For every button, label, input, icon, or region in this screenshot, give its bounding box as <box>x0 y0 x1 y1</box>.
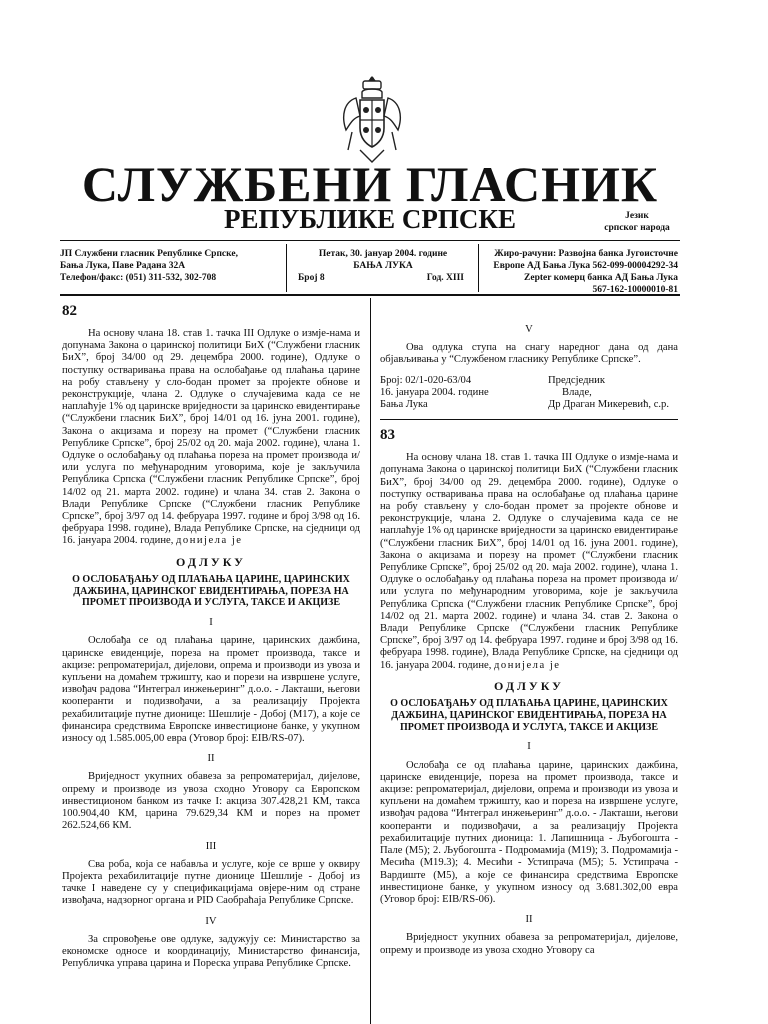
language-line: Језик <box>625 211 649 221</box>
account-line: 567-162-10000010-81 <box>592 285 678 295</box>
account-line: Zepter комерц банка АД Бања Лука <box>524 273 678 283</box>
section-number: III <box>205 840 217 852</box>
odluka-title: О ОСЛОБАЂАЊУ ОД ПЛАЋАЊА ЦАРИНЕ, ЦАРИНСКИХ ДАЖБИНА, ЦАРИНСКОГ ЕВИДЕНТИРАЊА, ПОРЕЗА НА ПРОМЕТ ПРОИЗВОДА И УСЛУГА, ТАКСЕ И АКЦИЗЕ <box>72 573 350 609</box>
section-text: Вриједност укупних обавеза за репроматеријал, дијелове, опрему и производе из увоза сходно Уговору са <box>380 932 678 956</box>
publisher-info <box>60 248 238 284</box>
signer-body: Владе, <box>562 386 592 398</box>
odluka-heading: ОДЛУКУ <box>175 554 246 569</box>
signature-row <box>380 387 678 399</box>
signature-row <box>380 399 678 411</box>
gazette-title: СЛУЖБЕНИ ГЛАСНИК <box>81 156 659 212</box>
preamble-text: На основу члана 18. став 1. тачка III Одлуке о измје-нама и допунама Закона о царинској политици БиХ (“Службени гласник БиХ”, број 34/00 од 29. децембра 2000. године), Одлуке о поступку остваривања права на ослобађање од плаћања царине на робу стављену у сло-бодан промет за пројекте обнове и реконструкције, члана 2. Одлуке о случајевима када се не наплаћује 1% од царинске вриједности за царинско евидентирање (“Службени гласник БиХ”, број 14/01 од 16. јуна 2001. године), Закона о акцизама и порезу на промет (“Службени гласник Републике Српске”, број 25/02 од 20. маја 2002. године), члана 1. Одлуке о ослобађању од плаћања пореза на промет производа и/или услуга по међународним уговорима, које је закључила Република Српска (“Службени гласник Републике Српске”, број 14/02 од 21. марта 2002. године) и члана 34. став 2. Закона о Влади Републике Српске (“Службени гласник Републике Српске”, број 3/97 од 14. фебруара 1997. године и број 3/98 од 16. фебруара 1998. године), Влада Републике Српске, на сједници од 16. јануара 2004. године, <box>380 452 678 671</box>
issue-year: Год. XIII <box>426 273 464 283</box>
column-divider <box>370 298 371 1024</box>
signature-block <box>380 375 678 412</box>
preamble-text: На основу члана 18. став 1. тачка III Одлуке о измје-нама и допунама Закона о царинској политици БиХ (“Службени гласник БиХ”, број 34/00 од 29. децембра 2000. године), Одлуке о поступку остваривања права на ослобађање од плаћања царине на робу стављену у сло-бодан промет за пројекте обнове и реконструкције, члана 2. Одлуке о случајевима када се не наплаћује 1% од царинске вриједности за царинско евидентирање (“Службени гласник БиХ”, број 14/01 од 16. јуна 2001. године), Закона о акцизама и порезу на промет (“Службени гласник Републике Српске”, број 25/02 од 20. маја 2002. године), члана 1. Одлуке о ослобађању од плаћања пореза на промет производа и/или услуга по међународним уговорима, које је закључила Република Српска (“Службени гласник Републике Српске”, број 14/02 од 21. марта 2002. године) и члана 34. став 2. Закона о Влади Републике Српске (“Службени гласник Републике Српске”, број 3/97 од 14. фебруара 1997. године и број 3/98 од 16. фебруара 1998. године), Влада Републике Српске, на сједници од 16. јануара 2004. године, <box>62 328 360 547</box>
issue-date: Петак, 30. јануар 2004. године <box>318 249 448 259</box>
header-rule-bottom <box>60 294 680 296</box>
section-number: I <box>527 741 531 753</box>
section-number: IV <box>205 915 217 927</box>
section-text: Ослобађа се од плаћања царине, царинских дажбина, царинске евиденције, пореза на промет производа, таксе и акцизе: репроматеријал, дијелови, опрема и производи из увоза и купљени на домаћем тржишту, као и пореза на извршене услуге, извођач радова “Интеграл инжењеринг” д.о.о. - Лакташи, његови кооперанти и подизвођачи, а за реализацију Пројекта рехабилитације путних дионица: 1. Лапишница - Љубогошта - Пале (М5); 2. Љубогошта - Подромамија (М19); 3. Подромамија - Месића (М19.3); 4. Месићи - Устипрача (М5); 5. Устипрача - Вардиште (М5), а које се финансира средствима Европске инвестиционе банке, у укупном износу од 3.681.302,00 евра (Уговор број: EIB/RS-06). <box>380 759 678 905</box>
donijela-text: донијела је <box>176 535 243 547</box>
coat-of-arms-icon <box>338 72 406 168</box>
section-text: Сва роба, која се набавља и услуге, које се врше у оквиру Пројекта рехабилитације путне дионице Шешлије - Добој из тачке I наведене су у спецификацијама овјере-ним од стране извођача, надзорног органа и PID Саобраћаја Републике Српске. <box>62 858 360 907</box>
left-column <box>62 298 360 970</box>
section-number: I <box>209 617 213 629</box>
signature-row <box>380 375 678 387</box>
publisher-line: Телефон/факс: (051) 311-532, 302-708 <box>60 273 217 283</box>
document-separator <box>380 419 678 420</box>
header-divider <box>478 244 479 292</box>
signature-date: 16. јануара 2004. године <box>380 386 489 398</box>
section-text: Ова одлука ступа на снагу наредног дана од дана објављивања у “Службеном гласнику Републике Српске”. <box>380 342 678 366</box>
section-number: II <box>525 914 533 926</box>
issue-number: Број 8 <box>298 273 325 283</box>
signature-place: Бања Лука <box>380 399 428 411</box>
section-number: II <box>207 753 215 765</box>
document-number: 82 <box>62 303 77 319</box>
header-rule-top <box>60 240 680 241</box>
issue-info <box>294 248 472 284</box>
issue-number-row <box>294 272 472 284</box>
language-note <box>592 210 682 234</box>
gazette-page <box>60 0 680 1024</box>
publisher-line: ЈП Службени гласник Републике Српске, <box>60 249 238 259</box>
reference-number: Број: 02/1-020-63/04 <box>380 374 472 386</box>
header-divider <box>286 244 287 292</box>
odluka-heading: ОДЛУКУ <box>493 678 564 693</box>
signer-title: Предсједник <box>548 374 605 386</box>
issue-city: БАЊА ЛУКА <box>353 261 413 271</box>
account-line: Европе АД Бања Лука 562-099-00004292-34 <box>493 261 678 271</box>
gazette-subtitle: РЕПУБЛИКЕ СРПСКЕ <box>223 204 517 234</box>
signer-name: Др Драган Микеревић, с.р. <box>548 399 669 411</box>
account-line: Жиро-рачуни: Развојна банка Југоисточне <box>494 249 678 259</box>
section-text: За спровођење ове одлуке, задужују се: Министарство за економске односе и координацију, Министарство финансија, Републичка управа царина и Пореска управа Републике Српске. <box>62 933 360 970</box>
preamble <box>380 452 678 672</box>
right-column <box>380 318 678 957</box>
language-line: српског народа <box>604 223 670 233</box>
publisher-line: Бања Лука, Паве Радана 32А <box>60 261 186 271</box>
donijela-text: донијела је <box>494 659 561 671</box>
section-number: V <box>525 324 533 335</box>
section-text: Ослобађа се од плаћања царине, царинских дажбина, царинске евиденције, пореза на промет производа, таксе и акцизе: репроматеријал, дијелови, опрема и производи из увоза и купљени на домаћем тржишту, као и порези на извршене услуге, извођач радова “Интеграл инжењеринг” д.о.о. - Лакташи, његови кооперанти и подизвођачи, а за реализацију Пројекта рехабилитације путне дионице: Шешлије - Добој (М17), а које се финансира средствима Европске инвестиционе банке, у укупном износу од 1.585.005,00 евра (Уговор број: EIB/RS-07). <box>62 635 360 745</box>
bank-accounts <box>484 248 678 296</box>
section-text: Вриједност укупних обавеза за репроматеријал, дијелове, опрему и производе из увоза сходно Уговору са Европском инвестиционом банком из тачке I: акциза 307.428,21 КМ, такса 100.904,40 КМ, царина 79.629,34 КМ и порез на промет 262.524,66 КМ. <box>62 771 360 832</box>
odluka-title: О ОСЛОБАЂАЊУ ОД ПЛАЋАЊА ЦАРИНЕ, ЦАРИНСКИХ ДАЖБИНА, ЦАРИНСКОГ ЕВИДЕНТИРАЊА, ПОРЕЗА НА ПРОМЕТ ПРОИЗВОДА И УСЛУГА, ТАКСЕ И АКЦИЗЕ <box>390 698 668 733</box>
document-number: 83 <box>380 427 395 444</box>
preamble <box>62 328 360 548</box>
